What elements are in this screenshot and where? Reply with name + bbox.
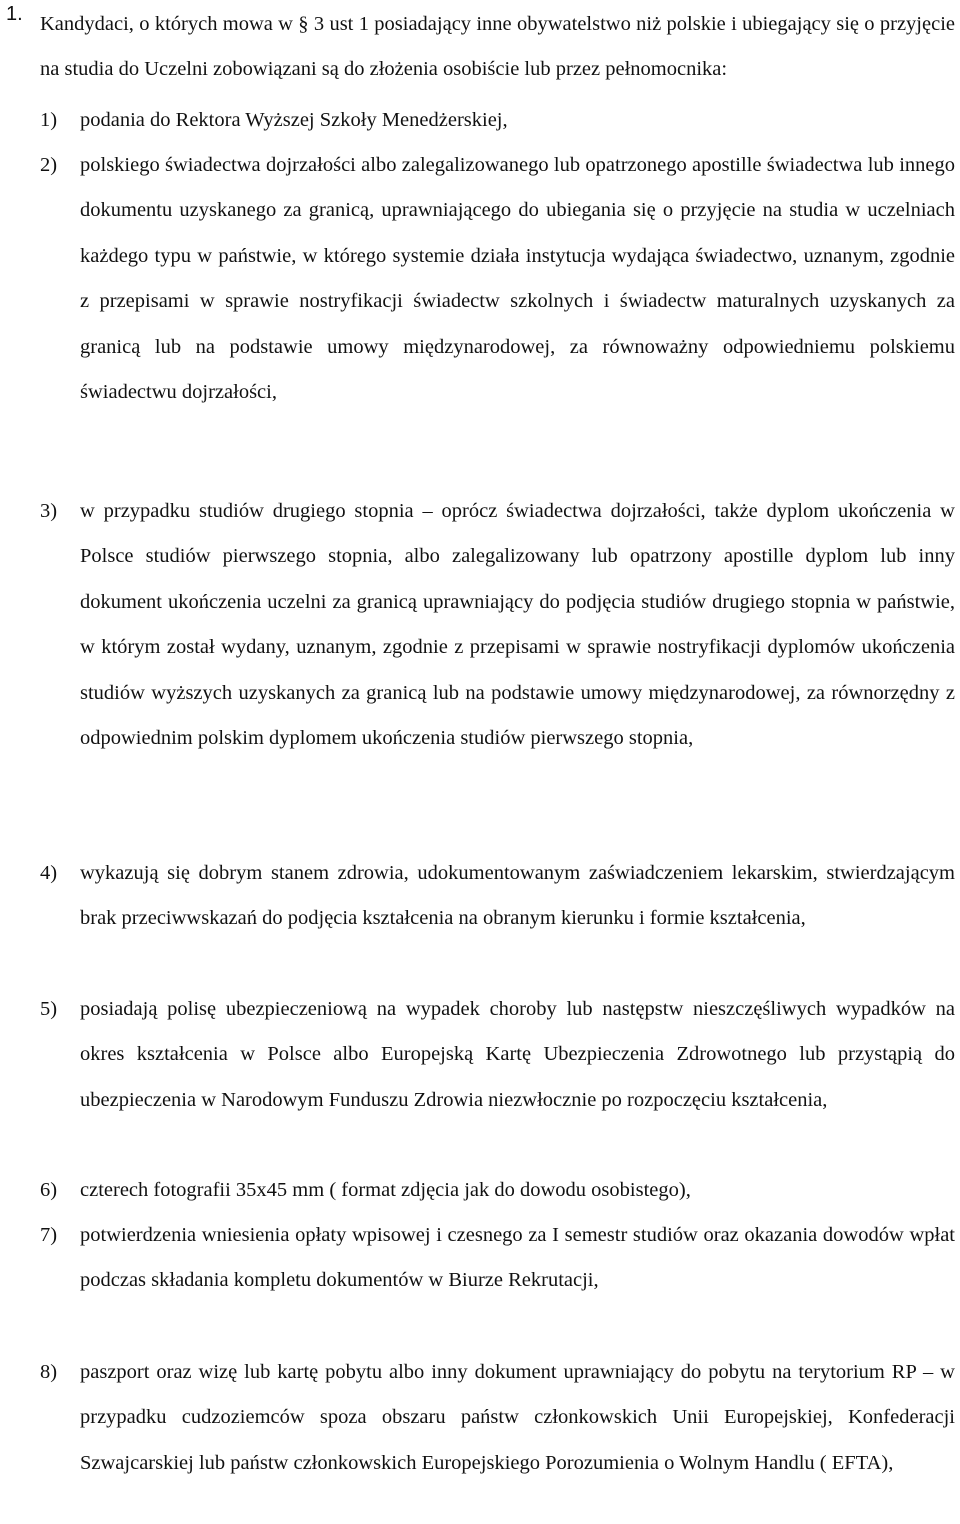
list-item-number: 5) — [40, 998, 58, 1020]
list-item-text: potwierdzenia wniesienia opłaty wpisowej i czesnego za I semestr studiów oraz okazania dowodów wpłat podczas składania kompletu dokumentów w Biurze Rekrutacji, — [80, 1224, 955, 1292]
list-item-text: polskiego świadectwa dojrzałości albo zalegalizowanego lub opatrzonego apostille świadectwa lub innego dokumentu uzyskanego za granicą, uprawniającego do ubiegania się o przyjęcie na studia w uczelniach każdego typu w państwie, w którego systemie działa instytucja wydająca świadectwo, uznanym, zgodnie z przepisami w sprawie nostryfikacji świadectw szkolnych i świadectw maturalnych uzyskanych za granicą lub na podstawie umowy międzynarodowej, za równoważny odpowiedniemu polskiemu świadectwu dojrzałości, — [80, 154, 955, 404]
list-item-number: 3) — [40, 500, 58, 522]
list-item-text: podania do Rektora Wyższej Szkoły Menedżerskiej, — [80, 109, 508, 131]
main-list-paragraph: Kandydaci, o których mowa w § 3 ust 1 posiadający inne obywatelstwo niż polskie i ubiegający się o przyjęcie na studia do Uczelni zobowiązani są do złożenia osobiście lub przez pełnomocnika: — [40, 13, 955, 80]
list-item-text: wykazują się dobrym stanem zdrowia, udokumentowanym zaświadczeniem lekarskim, stwierdzającym brak przeciwwskazań do podjęcia kształcenia na obranym kierunku i formie kształcenia, — [80, 862, 955, 930]
list-item-number: 1) — [40, 109, 58, 131]
list-item-text: paszport oraz wizę lub kartę pobytu albo inny dokument uprawniający do pobytu na terytorium RP – w przypadku cudzoziemców spoza obszaru państw członkowskich Unii Europejskiej, Konfederacji Szwajcarskiej lub państw członkowskich Europejskiego Porozumienia o Wolnym Handlu ( EFTA), — [80, 1361, 955, 1474]
list-item-text: czterech fotografii 35x45 mm ( format zdjęcia jak do dowodu osobistego), — [80, 1179, 691, 1201]
main-list-number: 1. — [6, 3, 23, 25]
list-item-number: 8) — [40, 1361, 58, 1383]
list-item-number: 2) — [40, 154, 58, 176]
list-item-text: posiadają polisę ubezpieczeniową na wypadek choroby lub następstw nieszczęśliwych wypadków na okres kształcenia w Polsce albo Europejską Kartę Ubezpieczenia Zdrowotnego lub przystąpią do ubezpieczenia w Narodowym Funduszu Zdrowia niezwłocznie po rozpoczęciu kształcenia, — [80, 998, 955, 1111]
list-item-text: w przypadku studiów drugiego stopnia – oprócz świadectwa dojrzałości, także dyplom ukończenia w Polsce studiów pierwszego stopnia, albo zalegalizowany lub opatrzony apostille dyplom lub inny dokument ukończenia uczelni za granicą uprawniający do podjęcia studiów drugiego stopnia w państwie, w którym został wydany, uznanym, zgodnie z przepisami w sprawie nostryfikacji dyplomów ukończenia studiów wyższych uzyskanych za granicą lub na podstawie umowy międzynarodowej, za równorzędny z odpowiednim polskim dyplomem ukończenia studiów pierwszego stopnia, — [80, 500, 955, 750]
list-item-number: 4) — [40, 862, 58, 884]
list-item-number: 7) — [40, 1224, 58, 1246]
list-item-number: 6) — [40, 1179, 58, 1201]
